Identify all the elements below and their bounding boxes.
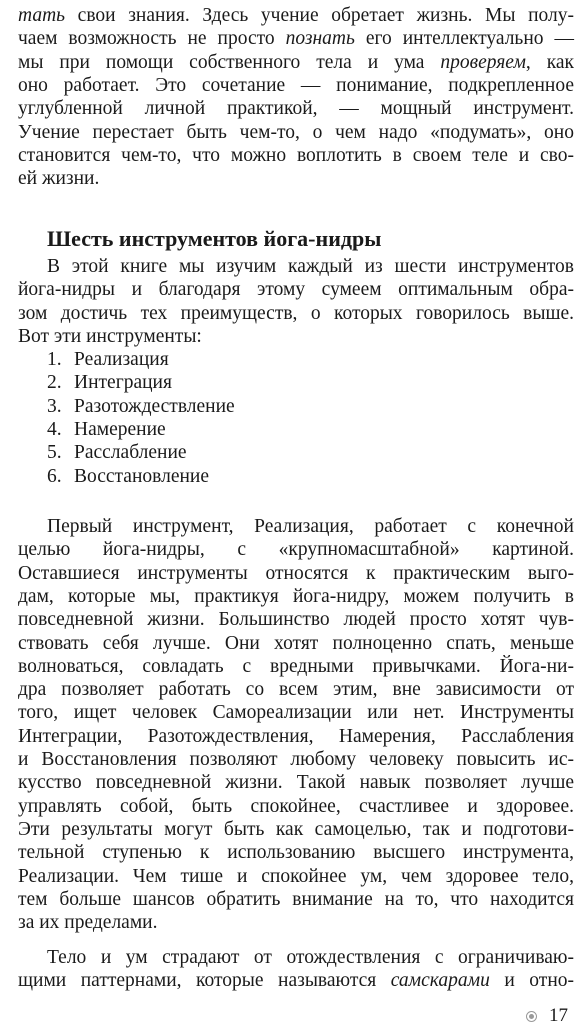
text-line: [18, 144, 574, 167]
section-heading: Шесть инструментов йога-нидры: [47, 226, 382, 251]
text-run: Учение перестает быть чем-то, о чем надо «подумать», оно: [18, 121, 574, 143]
text-line: дра позволяет работать со всем этим, вне зависимости от: [18, 679, 574, 701]
list-label: Разотождествление: [74, 395, 235, 417]
ornament-icon: [526, 1011, 537, 1022]
text-run: чаем возможность не просто: [18, 28, 286, 50]
list-item: [47, 348, 169, 371]
text-line: Интеграции, Разотождествления, Намерения, Расслабления: [18, 725, 574, 747]
text-line: [18, 969, 574, 992]
text-line: Оставшиеся инструменты относятся к практическим выго-: [18, 562, 574, 584]
text-run: , как: [525, 51, 575, 73]
text-run: ей жизни.: [18, 168, 100, 190]
list-label: Реализация: [74, 349, 169, 370]
text-line: волноваться, совладать с вредными привычками. Йога-ни-: [18, 655, 574, 677]
list-item: [47, 371, 172, 394]
list-item: [47, 395, 235, 418]
text-line: [18, 97, 574, 120]
text-run: мы при помощи собственного тела и ума: [18, 51, 441, 73]
emphasis-text: самскарами: [390, 970, 490, 992]
text-line: Эти результаты могут быть как самоцелью, так и подготови-: [18, 818, 574, 840]
list-label: Интеграция: [74, 372, 172, 394]
text-run: его интеллектуально —: [354, 28, 574, 50]
page-number-value: 17: [549, 1005, 568, 1026]
list-item: [47, 465, 209, 488]
text-run: углубленной личной практикой, — мощный инструмент.: [18, 98, 574, 120]
text-line: повседневной жизни. Большинство людей просто хотят чув-: [18, 609, 574, 631]
list-number: 2.: [47, 372, 62, 394]
page-number: [526, 1005, 568, 1027]
list-number: 4.: [47, 418, 62, 440]
text-line: за их пределами.: [18, 912, 158, 934]
list-label: Расслабление: [74, 442, 187, 464]
text-line: ствовать себя лучше. Они хотят полноценно спать, меньше: [18, 632, 574, 654]
text-line: Первый инструмент, Реализация, работает с конечной: [47, 516, 574, 537]
text-run: щими паттернами, которые называются: [18, 970, 391, 992]
text-line: того, ищет человек Самореализации или нет. Инструменты: [18, 702, 574, 724]
text-run: свои знания. Здесь учение обретает жизнь. Мы полу-: [65, 5, 574, 26]
list-number: 3.: [47, 395, 62, 417]
text-line: тельной ступенью к использованию высшего инструмента,: [18, 842, 574, 864]
text-line: йога-нидры и благодаря этому сумеем оптимальным обра-: [18, 279, 574, 301]
text-line: В этой книге мы изучим каждый из шести инструментов: [47, 256, 574, 277]
list-number: 5.: [47, 442, 62, 464]
text-line: [18, 51, 574, 74]
text-line: [18, 121, 574, 144]
emphasis-text: тать: [18, 5, 66, 26]
list-number: 1.: [47, 349, 62, 370]
text-line: дам, которые мы, практикуя йога-нидру, можем получить в: [18, 585, 574, 607]
text-line: управлять собой, быть спокойнее, счастливее и здоровее.: [18, 795, 574, 817]
text-line: [18, 167, 574, 190]
text-line: кусство повседневной жизни. Такой навык позволяет лучше: [18, 772, 574, 794]
text-line: целью йога-нидры, с «крупномасштабной» картиной.: [18, 539, 574, 561]
emphasis-text: познать: [285, 28, 355, 50]
text-line: тем больше шансов обратить внимание на то, что находится: [18, 888, 574, 910]
text-line: Реализации. Чем тише и спокойнее ум, чем здоровее тело,: [18, 865, 574, 887]
text-line: зом достичь тех преимуществ, о которых говорилось выше.: [18, 302, 574, 324]
text-line: и Восстановления позволяют любому человеку повысить ис-: [18, 749, 574, 770]
list-label: Восстановление: [74, 465, 210, 487]
text-line: Вот эти инструменты:: [18, 325, 202, 347]
list-number: 6.: [47, 465, 62, 487]
text-line: [18, 74, 574, 97]
list-label: Намерение: [74, 418, 166, 440]
text-run: Тело и ум страдают от отождествления с ограничиваю-: [47, 947, 574, 968]
text-line: [18, 27, 574, 50]
text-run: оно работает. Это сочетание — понимание, подкрепленное: [18, 74, 574, 96]
text-run: становится чем-то, что можно воплотить в своем теле и сво-: [18, 144, 574, 166]
text-line: [18, 4, 574, 27]
text-line: [18, 946, 574, 969]
emphasis-text: проверяем: [440, 51, 526, 73]
text-run: и отно-: [489, 970, 574, 992]
list-item: [47, 418, 166, 441]
list-item: [47, 441, 187, 464]
